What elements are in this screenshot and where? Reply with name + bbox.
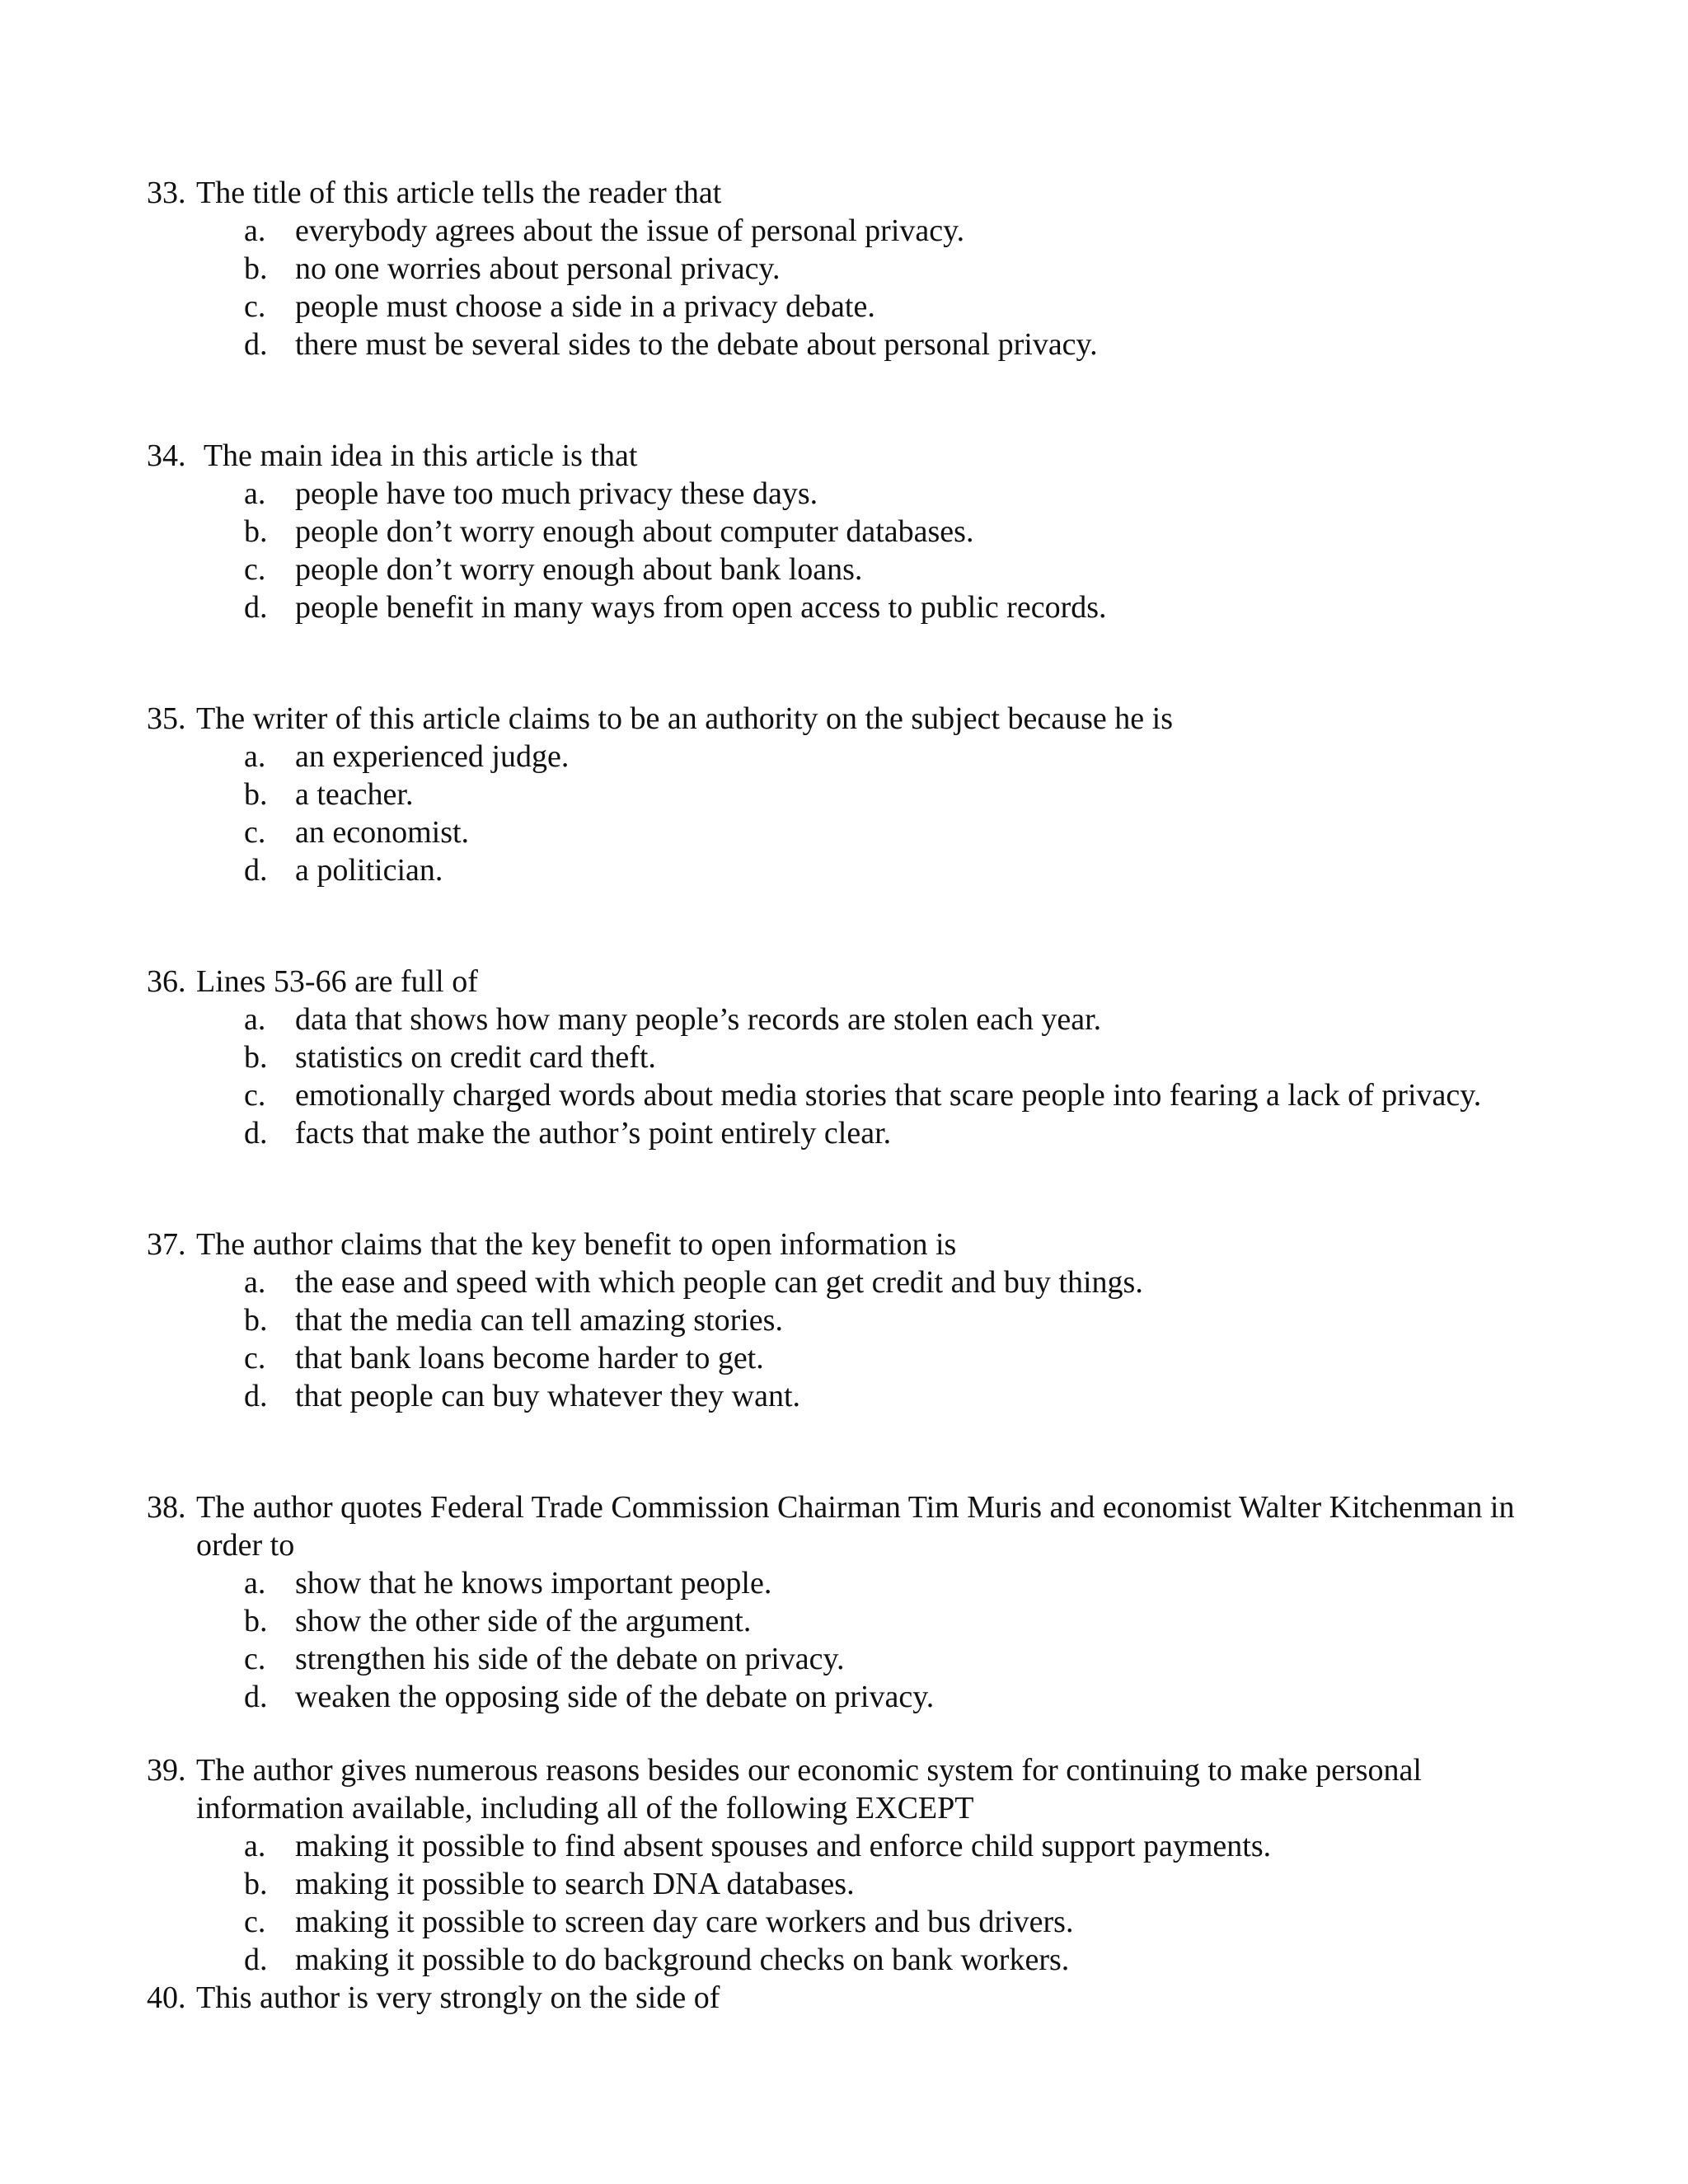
option-a [147,212,1564,250]
option-text: people must choose a side in a privacy debate. [295,289,875,324]
option-text: everybody agrees about the issue of personal privacy. [295,213,965,248]
option-text: making it possible to screen day care workers and bus drivers. [295,1905,1074,1939]
option-text: making it possible to search DNA databases. [295,1867,855,1901]
question-stem [147,1979,1564,2017]
option-c [147,551,1564,588]
option-c [147,288,1564,326]
option-text: people benefit in many ways from open access to public records. [295,590,1107,625]
option-text: people don’t worry enough about bank loans. [295,552,863,587]
option-text: no one worries about personal privacy. [295,251,781,286]
option-letter: c. [244,1078,266,1113]
question-text: The writer of this article claims to be an authority on the subject because he is [196,701,1173,736]
option-letter: a. [244,213,266,248]
option-text: statistics on credit card theft. [295,1040,656,1075]
option-text: data that shows how many people’s records are stolen each year. [295,1002,1102,1037]
question-stem [147,1226,1564,1263]
option-letter: d. [244,590,268,625]
option-text: that the media can tell amazing stories. [295,1303,783,1338]
option-d [147,1941,1564,1979]
option-a [147,1564,1564,1602]
option-a [147,1263,1564,1301]
question-text: The author gives numerous reasons besides our economic system for continuing to make personal information available, including all of the following EXCEPT [196,1753,1422,1825]
answer-options [147,1827,1564,1979]
option-text: an experienced judge. [295,739,570,774]
option-letter: b. [244,777,268,812]
option-text: weaken the opposing side of the debate on privacy. [295,1680,935,1714]
option-d [147,1114,1564,1152]
option-a [147,1001,1564,1038]
question-stem [147,1488,1564,1564]
option-letter: c. [244,1642,266,1676]
option-a [147,738,1564,776]
option-letter: c. [244,1905,266,1939]
question-36 [147,963,1564,1152]
option-text: facts that make the author’s point entirely clear. [295,1116,892,1151]
option-d [147,588,1564,626]
option-letter: c. [244,552,266,587]
question-text: The title of this article tells the reader that [196,176,722,210]
option-letter: d. [244,1379,268,1413]
option-d [147,851,1564,889]
option-letter: b. [244,251,268,286]
option-text: a politician. [295,853,443,888]
option-letter: a. [244,1265,266,1300]
question-40 [147,1979,1564,2017]
option-d [147,326,1564,363]
option-b [147,1602,1564,1640]
option-letter: b. [244,1303,268,1338]
question-stem [147,700,1564,738]
answer-options [147,1263,1564,1415]
option-letter: b. [244,514,268,549]
option-b [147,250,1564,288]
question-number: 38. [147,1490,186,1525]
option-text: show that he knows important people. [295,1566,772,1601]
question-stem [147,174,1564,212]
question-stem [147,1751,1564,1827]
question-38 [147,1488,1564,1716]
option-letter: d. [244,327,268,362]
option-text: people don’t worry enough about computer databases. [295,514,974,549]
option-letter: d. [244,853,268,888]
option-c [147,1640,1564,1678]
option-letter: a. [244,739,266,774]
option-text: strengthen his side of the debate on privacy. [295,1642,845,1676]
option-text: emotionally charged words about media stories that scare people into fearing a lack of privacy. [295,1078,1482,1113]
option-a [147,475,1564,513]
option-letter: b. [244,1040,268,1075]
question-text: This author is very strongly on the side of [196,1980,720,2015]
question-number: 37. [147,1227,186,1262]
question-text: Lines 53-66 are full of [196,964,478,999]
option-d [147,1678,1564,1716]
question-39 [147,1751,1564,1979]
question-number: 39. [147,1753,186,1788]
option-text: a teacher. [295,777,414,812]
answer-options [147,1564,1564,1716]
option-c [147,1076,1564,1114]
option-letter: c. [244,815,266,850]
answer-options [147,1001,1564,1152]
question-33 [147,174,1564,363]
option-text: that bank loans become harder to get. [295,1341,764,1376]
question-stem [147,963,1564,1001]
option-text: making it possible to do background checks on bank workers. [295,1943,1070,1977]
answer-options [147,738,1564,889]
answer-options [147,212,1564,363]
option-b [147,776,1564,813]
option-letter: a. [244,1829,266,1863]
option-letter: a. [244,1566,266,1601]
option-text: making it possible to find absent spouses and enforce child support payments. [295,1829,1272,1863]
option-letter: c. [244,289,266,324]
option-text: there must be several sides to the debate about personal privacy. [295,327,1098,362]
question-stem [147,437,1564,475]
option-letter: b. [244,1604,268,1638]
question-number: 36. [147,964,186,999]
question-34 [147,437,1564,626]
question-35 [147,700,1564,889]
option-b [147,1038,1564,1076]
option-letter: d. [244,1680,268,1714]
option-letter: a. [244,1002,266,1037]
question-text: The author quotes Federal Trade Commission Chairman Tim Muris and economist Walter Kitchenman in order to [196,1490,1515,1563]
question-number: 33. [147,176,186,210]
question-number: 40. [147,1980,186,2015]
option-letter: d. [244,1943,268,1977]
question-text: The main idea in this article is that [196,438,638,473]
option-b [147,1865,1564,1903]
option-b [147,1301,1564,1339]
option-letter: c. [244,1341,266,1376]
question-number: 35. [147,701,186,736]
question-number: 34. [147,438,186,473]
question-text: The author claims that the key benefit to open information is [196,1227,957,1262]
option-letter: d. [244,1116,268,1151]
option-a [147,1827,1564,1865]
question-37 [147,1226,1564,1415]
option-text: people have too much privacy these days. [295,476,818,511]
option-c [147,1339,1564,1377]
answer-options [147,475,1564,626]
option-text: an economist. [295,815,470,850]
option-letter: a. [244,476,266,511]
option-d [147,1377,1564,1415]
option-text: that people can buy whatever they want. [295,1379,801,1413]
option-text: show the other side of the argument. [295,1604,752,1638]
option-letter: b. [244,1867,268,1901]
option-c [147,813,1564,851]
option-text: the ease and speed with which people can get credit and buy things. [295,1265,1143,1300]
option-b [147,513,1564,551]
option-c [147,1903,1564,1941]
